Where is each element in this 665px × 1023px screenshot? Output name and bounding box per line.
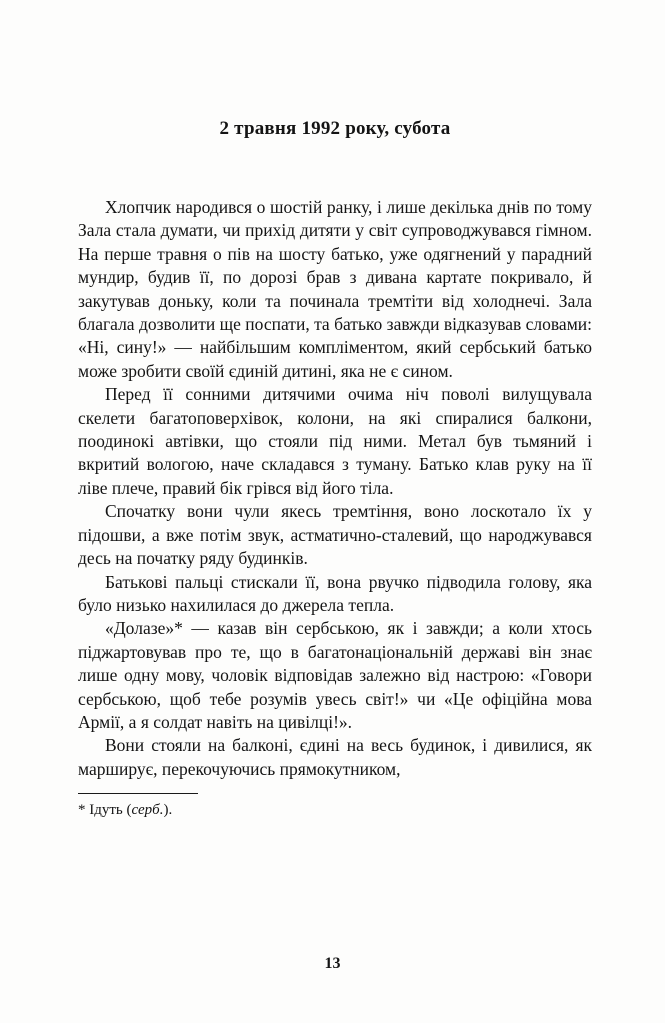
paragraph: Перед її сонними дитячими очима ніч поволі вилущувала скелети багатоповерхівок, колони, на які спиралися балкони, поодинокі автівки, що стояли під ними. Метал був тьмяний і вкритий вологою, наче складався з туману. Батько клав руку на її ліве плече, правий бік грівся від його тіла. [78, 384, 592, 498]
body-text [78, 196, 592, 781]
paragraph: Хлопчик народився о шостій ранку, і лише декілька днів по тому Зала стала думати, чи прихід дитяти у світ супроводжувався гімном. На перше травня о пів на шосту батько, уже одягнений у парадний мундир, будив її, по дорозі брав з дивана картате покривало, й закутував доньку, коли та починала тремтіти від холоднечі. Зала благала дозволити ще поспати, та батько завжди відказував словами: «Ні, сину!» — найбільшим компліментом, який сербський батько може зробити своїй єдиній дитині, яка не є сином. [78, 197, 592, 381]
footnote-text-before: * Ідуть ( [78, 802, 132, 819]
footnote-divider [78, 793, 198, 794]
paragraph: Вони стояли на балконі, єдині на весь будинок, і дивилися, як марширує, перекочуючись прямокутником, [78, 735, 592, 779]
paragraph: «Долазе»* — казав він сербською, як і завжди; а коли хтось піджартовував про те, що в багатонаціональній державі він знає лише одну мову, чоловік відповідав залежно від настрою: «Говори сербською, щоб тебе розумів увесь світ!» чи «Це офіційна мова Армії, а я солдат навіть на цивілці!». [78, 618, 592, 732]
footnote-italic: серб. [131, 802, 164, 819]
chapter-heading: 2 травня 1992 року, субота [219, 118, 451, 139]
page-number: 13 [324, 955, 341, 972]
paragraph: Батькові пальці стискали її, вона рвучко підводила голову, яка було низько нахилилася до джерела тепла. [78, 571, 592, 615]
paragraph: Спочатку вони чули якесь тремтіння, воно лоскотало їх у підошви, а вже потім звук, астматично-сталевий, що народжувався десь на початку ряду будинків. [78, 501, 592, 569]
footnote [78, 800, 592, 820]
footnote-text-after: ). [163, 802, 173, 819]
